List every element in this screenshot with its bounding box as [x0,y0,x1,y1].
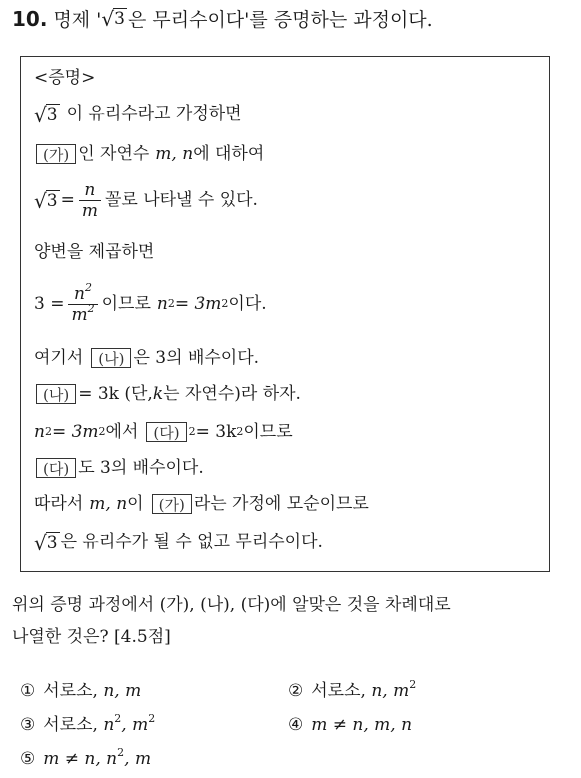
sqrt-three: √ 3 [101,7,125,31]
question-number: 10. [12,7,48,31]
choice-4[interactable]: ④ m ≠ n, m, n [288,715,413,735]
sqrt-three: √ 3 [34,188,58,213]
choice-3[interactable]: ③ 서로소, $n^2$, $m^2$ [20,712,156,735]
proof-line-7: (나) = 3k (단, k 는 자연수)라 하자. [34,383,301,405]
blank-da: (다) [146,422,186,442]
proof-box [20,56,550,572]
proof-line-3: √ 3 = $\frac{n}{m}$ 꼴로 나타낼 수 있다. [34,179,258,221]
choice-2[interactable]: ② 서로소, n, $m^2$ [288,678,417,701]
sqrt-three: √ 3 [34,530,58,555]
blank-na: (나) [91,348,131,368]
choice-5[interactable]: ⑤ m ≠ n, $n^2$, m [20,746,152,769]
choice-1[interactable]: ① 서로소, n, m [20,681,142,701]
proof-line-8: n 2 = 3m 2 에서 (다) 2 = 3k 2 이므로 [34,422,293,442]
fraction-n-over-m: $\frac{n}{m}$ [79,180,101,221]
proof-line-1: √ 3 이 유리수라고 가정하면 [34,102,242,127]
blank-ga: (가) [36,144,76,164]
proof-line-11: √ 3 은 유리수가 될 수 없고 무리수이다. [34,530,323,555]
blank-na: (나) [36,384,76,404]
question-text-before: 명제 ' [53,9,102,31]
question-prompt-line-1: 위의 증명 과정에서 (가), (나), (다)에 알맞은 것을 차례대로 [12,595,451,615]
proof-line-4: 양변을 제곱하면 [34,242,155,262]
proof-line-9: (다) 도 3의 배수이다. [34,457,204,479]
blank-ga: (가) [152,494,192,514]
proof-line-5: 3 = $\frac{n^2}{m^2}$ 이므로 n 2 = 3m 2 이다. [34,280,267,325]
proof-heading: <증명> [34,68,96,88]
fraction-n2-over-m2: $\frac{n^2}{m^2}$ [68,284,97,325]
proof-line-10: 따라서 m, n 이 (가) 라는 가정에 모순이므로 [34,494,369,514]
question-prompt-line-2: 나열한 것은? [4.5점] [12,627,171,647]
blank-da: (다) [36,458,76,478]
question-header [12,6,572,33]
proof-line-2: (가) 인 자연수 m, n 에 대하여 [34,143,264,165]
question-text-after: 은 무리수이다'를 증명하는 과정이다. [128,9,433,31]
sqrt-three: √ 3 [34,102,58,127]
proof-line-6: 여기서 (나) 은 3의 배수이다. [34,348,260,368]
